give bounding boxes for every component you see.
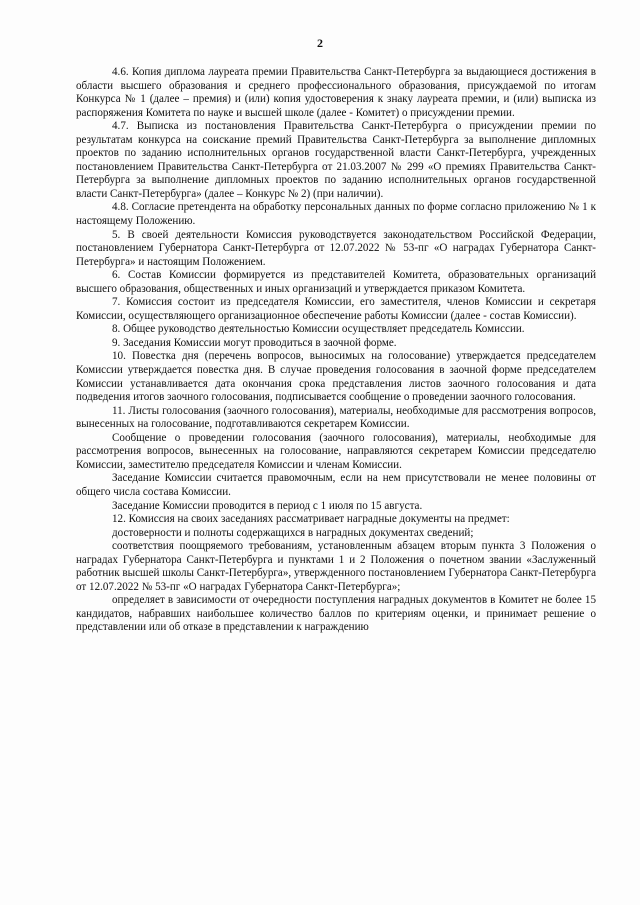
paragraph-12-reliability: достоверности и полноты содержащихся в наградных документах сведений; — [112, 526, 474, 539]
paragraph-9: 9. Заседания Комиссии могут проводиться в заочной форме. — [112, 336, 397, 349]
paragraph-quorum: Заседание Комиссии считается правомочным, если на нем присутствовали не менее половины от общего числа состава Комиссии. — [76, 472, 596, 498]
paragraph-6: 6. Состав Комиссии формируется из представителей Комитета, образовательных организаций высшего образования, общественных и иных организаций и утверждается приказом Комитета. — [76, 269, 596, 295]
paragraph-10: 10. Повестка дня (перечень вопросов, выносимых на голосование) утверждается председателем Комиссии утверждается повестка дня. В случае проведения голосования в заочной форме председателем Комиссии устанавливается дата окончания срока представления листов заочного голосования и дата подведения итогов заочного голосования, подписывается сообщение о проведении заочного голосования. — [76, 350, 596, 404]
paragraph-5: 5. В своей деятельности Комиссия руководствуется законодательством Российской Федерации, постановлением Губернатора Санкт-Петербурга от 12.07.2022 № 53-пг «О наградах Губернатора Санкт-Петербурга» и настоящим Положением. — [76, 228, 596, 268]
paragraph-7: 7. Комиссия состоит из председателя Комиссии, его заместителя, членов Комиссии и секретаря Комиссии, осуществляющего организационное обеспечение работы Комиссии (далее - состав Комиссии). — [76, 296, 596, 322]
paragraph-4-7: 4.7. Выписка из постановления Правительства Санкт-Петербурга о присуждении премии по результатам конкурса на соискание премий Правительства Санкт-Петербурга за выполнение дипломных проектов по заданию исполнительных органов государственной власти Санкт-Петербурга, учрежденных постановлением Правительства Санкт-Петербурга от 21.03.2007 № 299 «О премиях Правительства Санкт-Петербурга за выполнение дипломных проектов по заданию исполнительных органов государственной власти Санкт-Петербурга» (далее – Конкурс № 2) (при наличии). — [76, 120, 596, 200]
paragraph-12-determination: определяет в зависимости от очередности поступления наградных документов в Комитет не более 15 кандидатов, набравших наибольшее количество баллов по критериям оценки, и принимает решение о представлении или об отказе в представлении к награждению — [76, 594, 596, 634]
paragraph-4-6: 4.6. Копия диплома лауреата премии Правительства Санкт-Петербурга за выдающиеся достижения в области высшего образования и среднего профессионального образования, присуждаемой по итогам Конкурса № 1 (далее – премия) и (или) копия удостоверения к знаку лауреата премии, и (или) выписка из распоряжения Комитета по науке и высшей школе (далее - Комитет) о присуждении премии. — [76, 66, 596, 119]
paragraph-period: Заседание Комиссии проводится в период с 1 июля по 15 августа. — [112, 499, 423, 512]
paragraph-12: 12. Комиссия на своих заседаниях рассматривает наградные документы на предмет: — [112, 513, 510, 526]
paragraph-12-compliance: соответствия поощряемого требованиям, установленным абзацем вторым пункта 3 Положения о наградах Губернатора Санкт-Петербурга и пунктами 1 и 2 Положения о почетном звании «Заслуженный работник высшей школы Санкт-Петербурга», утвержденного постановлением Губернатора Санкт-Петербурга от 12.07.2022 № 53-пг «О наградах Губернатора Санкт-Петербурга»; — [76, 540, 596, 593]
paragraph-11: 11. Листы голосования (заочного голосования), материалы, необходимые для рассмотрения вопросов, вынесенных на голосование, подготавливаются секретарем Комиссии. — [76, 404, 596, 431]
paragraph-8: 8. Общее руководство деятельностью Комиссии осуществляет председатель Комиссии. — [112, 323, 525, 336]
page-number: 2 — [317, 36, 323, 50]
paragraph-4-8: 4.8. Согласие претендента на обработку персональных данных по форме согласно приложению № 1 к настоящему Положению. — [76, 201, 596, 228]
document-body — [76, 66, 596, 635]
paragraph-message: Сообщение о проведении голосования (заочного голосования), материалы, необходимые для рассмотрения вопросов, вынесенных на голосование, направляются секретарем Комиссии председателю Комиссии, заместителю председателя Комиссии и членам Комиссии. — [76, 431, 596, 471]
